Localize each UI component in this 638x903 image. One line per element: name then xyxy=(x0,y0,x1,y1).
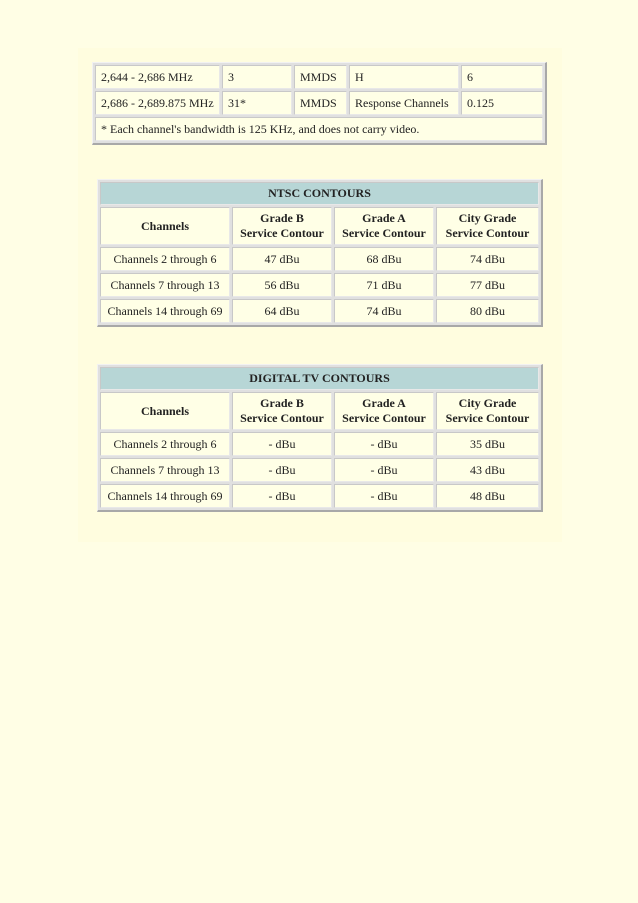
column-header-grade-b xyxy=(232,207,332,245)
digital-tv-contours-table xyxy=(97,364,543,512)
header-line: Grade B xyxy=(260,396,304,410)
city-grade-cell: 48 dBu xyxy=(436,484,539,508)
channels-cell: Channels 14 through 69 xyxy=(100,299,230,323)
frequency-cell: 2,686 - 2,689.875 MHz xyxy=(95,91,220,115)
grade-b-cell: - dBu xyxy=(232,458,332,482)
grade-a-cell: - dBu xyxy=(334,484,434,508)
footnote: * Each channel's bandwidth is 125 KHz, and does not carry video. xyxy=(95,117,543,141)
column-header-grade-b xyxy=(232,392,332,430)
bandwidth-cell: 6 xyxy=(461,65,543,89)
table-row xyxy=(95,65,543,89)
bandwidth-cell: 0.125 xyxy=(461,91,543,115)
header-line: Service Contour xyxy=(342,411,426,425)
city-grade-cell: 80 dBu xyxy=(436,299,539,323)
header-line: City Grade xyxy=(458,396,517,410)
grade-a-cell: - dBu xyxy=(334,458,434,482)
table-row xyxy=(100,484,539,508)
header-line: Grade A xyxy=(362,396,406,410)
channel-count-cell: 31* xyxy=(222,91,292,115)
header-line: Service Contour xyxy=(240,226,324,240)
header-line: Service Contour xyxy=(445,411,530,425)
city-grade-cell: 43 dBu xyxy=(436,458,539,482)
channels-cell: Channels 2 through 6 xyxy=(100,432,230,456)
service-cell: MMDS xyxy=(294,91,347,115)
grade-b-cell: 56 dBu xyxy=(232,273,332,297)
group-cell: Response Channels xyxy=(349,91,459,115)
column-header-grade-a xyxy=(334,392,434,430)
channels-cell: Channels 2 through 6 xyxy=(100,247,230,271)
channel-count-cell: 3 xyxy=(222,65,292,89)
column-header-channels: Channels xyxy=(100,207,230,245)
grade-b-cell: 64 dBu xyxy=(232,299,332,323)
column-header-channels: Channels xyxy=(100,392,230,430)
header-row xyxy=(100,392,539,430)
group-cell: H xyxy=(349,65,459,89)
grade-a-cell: 68 dBu xyxy=(334,247,434,271)
grade-b-cell: - dBu xyxy=(232,432,332,456)
channels-cell: Channels 14 through 69 xyxy=(100,484,230,508)
ntsc-contours-table xyxy=(97,179,543,327)
header-line: Grade B xyxy=(260,211,304,225)
column-header-grade-a xyxy=(334,207,434,245)
table-title: NTSC CONTOURS xyxy=(100,182,539,205)
service-cell: MMDS xyxy=(294,65,347,89)
grade-a-cell: - dBu xyxy=(334,432,434,456)
frequency-table xyxy=(92,62,547,145)
grade-b-cell: - dBu xyxy=(232,484,332,508)
column-header-city-grade xyxy=(436,207,539,245)
header-line: Grade A xyxy=(362,211,406,225)
channels-cell: Channels 7 through 13 xyxy=(100,458,230,482)
header-line: City Grade xyxy=(458,211,517,225)
table-row xyxy=(100,432,539,456)
table-row xyxy=(100,299,539,323)
city-grade-cell: 77 dBu xyxy=(436,273,539,297)
header-line: Service Contour xyxy=(342,226,426,240)
table-row xyxy=(95,117,543,141)
frequency-cell: 2,644 - 2,686 MHz xyxy=(95,65,220,89)
city-grade-cell: 35 dBu xyxy=(436,432,539,456)
table-row xyxy=(95,91,543,115)
header-line: Service Contour xyxy=(240,411,324,425)
table-row xyxy=(100,273,539,297)
table-title: DIGITAL TV CONTOURS xyxy=(100,367,539,390)
table-row xyxy=(100,247,539,271)
header-row xyxy=(100,207,539,245)
table-row xyxy=(100,458,539,482)
channels-cell: Channels 7 through 13 xyxy=(100,273,230,297)
grade-a-cell: 71 dBu xyxy=(334,273,434,297)
grade-a-cell: 74 dBu xyxy=(334,299,434,323)
city-grade-cell: 74 dBu xyxy=(436,247,539,271)
header-line: Service Contour xyxy=(445,226,530,240)
grade-b-cell: 47 dBu xyxy=(232,247,332,271)
column-header-city-grade xyxy=(436,392,539,430)
